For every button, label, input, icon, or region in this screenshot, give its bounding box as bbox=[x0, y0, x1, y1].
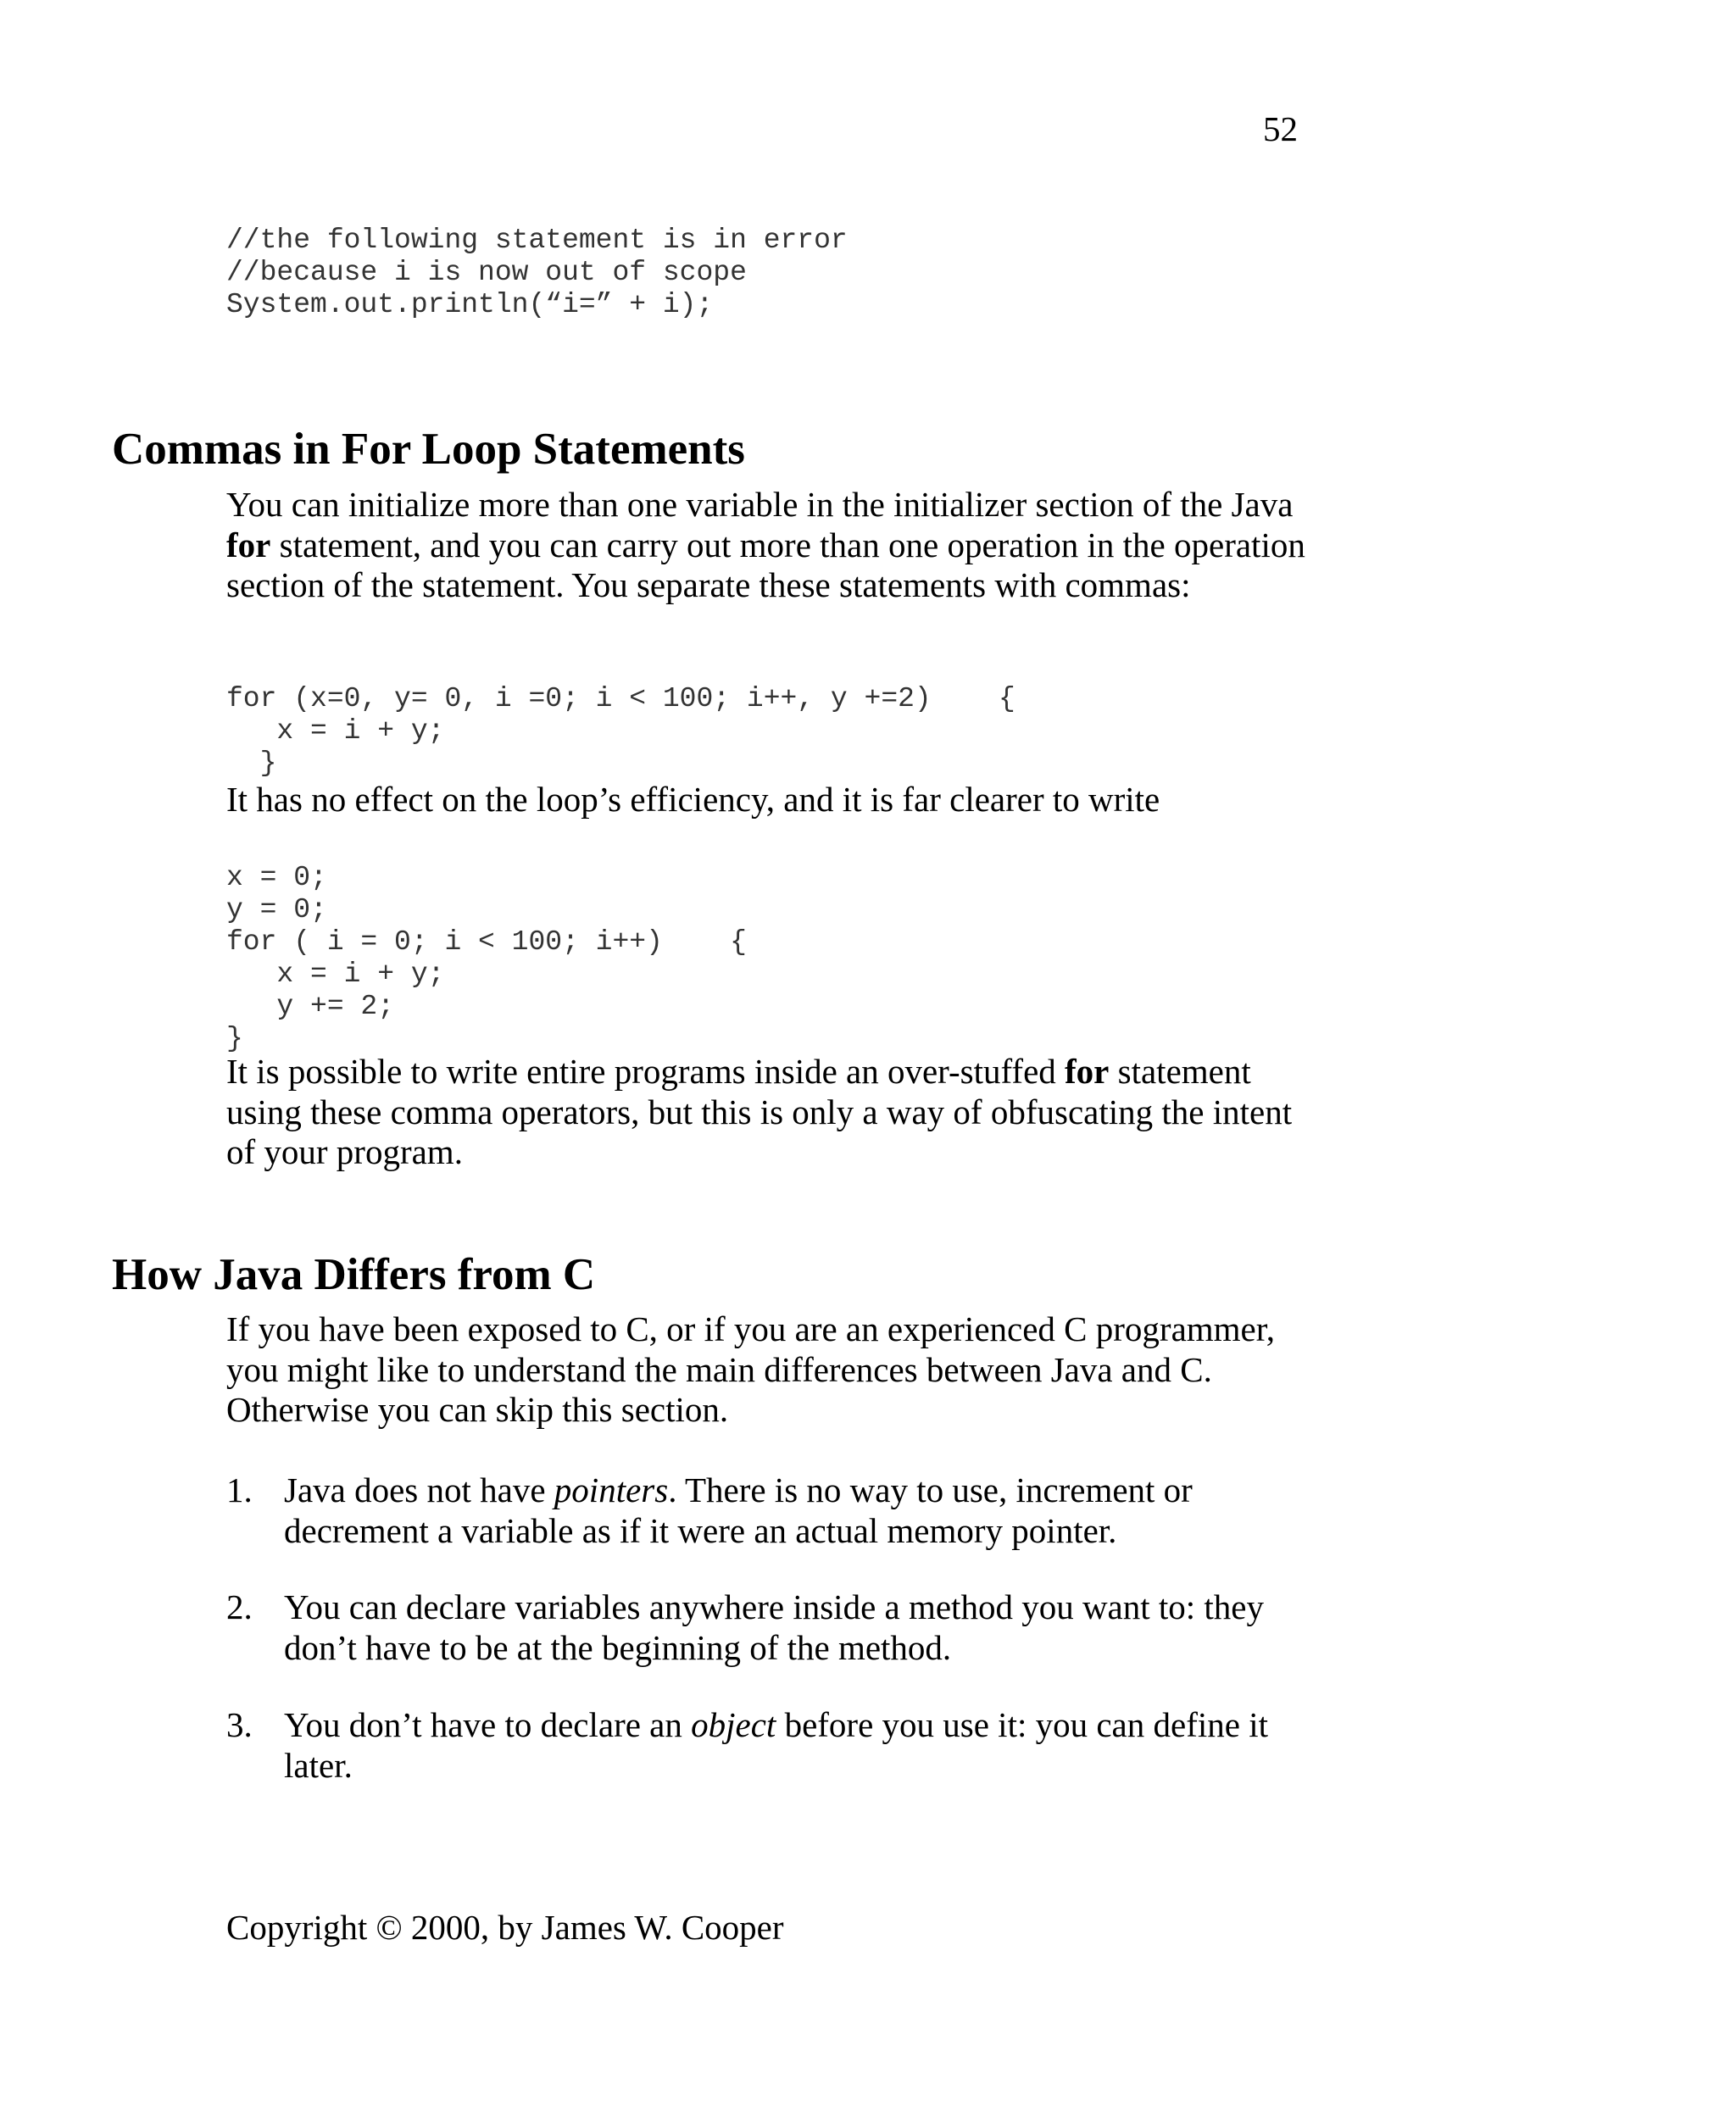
text-run: You don’t have to declare an bbox=[284, 1705, 692, 1744]
list-item-text bbox=[284, 1470, 1328, 1551]
code-block-comma-for-loop: for (x=0, y= 0, i =0; i < 100; i++, y +=2) { x = i + y; } bbox=[226, 683, 1015, 779]
paragraph-commas-intro bbox=[226, 485, 1328, 606]
text-run: Java does not have bbox=[284, 1470, 554, 1509]
text-run: It is possible to write entire programs inside an over-stuffed bbox=[226, 1052, 1066, 1091]
emphasis-object: object bbox=[691, 1705, 776, 1744]
code-block-scope-error: //the following statement is in error //because i is now out of scope System.out.println(“i=” + i); bbox=[226, 225, 848, 320]
paragraph-java-vs-c-intro: If you have been exposed to C, or if you are an experienced C programmer, you might like to understand the main differences between Java and C. Otherwise you can skip this section. bbox=[226, 1309, 1276, 1429]
keyword-for: for bbox=[1065, 1052, 1110, 1091]
list-item-text: You can declare variables anywhere inside a method you want to: they don’t have to be at the beginning of the method. bbox=[284, 1587, 1265, 1667]
keyword-for: for bbox=[226, 525, 271, 564]
paragraph-obfuscating bbox=[226, 1052, 1328, 1173]
section-heading-java-vs-c: How Java Differs from C bbox=[112, 1250, 596, 1299]
list-item-number: 3. bbox=[226, 1705, 253, 1744]
text-run: statement using these comma operators, but this is only a way of obfuscating the intent of your program. bbox=[226, 1052, 1293, 1171]
text-run: . There is no way to use, increment or decrement a variable as if it were an actual memory pointer. bbox=[284, 1470, 1193, 1550]
code-block-clear-for-loop: x = 0; y = 0; for ( i = 0; i < 100; i++) { x = i + y; y += 2; } bbox=[226, 862, 747, 1054]
page-number: 52 bbox=[1263, 109, 1298, 148]
paragraph-efficiency: It has no effect on the loop’s efficiency, and it is far clearer to write bbox=[226, 780, 1160, 819]
list-item-number: 2. bbox=[226, 1587, 253, 1626]
text-run: statement, and you can carry out more than one operation in the operation section of the statement. You separate these statements with commas: bbox=[226, 525, 1305, 604]
section-heading-commas: Commas in For Loop Statements bbox=[112, 425, 745, 474]
list-item-text bbox=[284, 1705, 1328, 1786]
footer-copyright: Copyright © 2000, by James W. Cooper bbox=[226, 1908, 784, 1947]
list-item-number: 1. bbox=[226, 1470, 253, 1509]
emphasis-pointers: pointers bbox=[554, 1470, 669, 1509]
text-run: before you use it: you can define it later. bbox=[284, 1705, 1268, 1785]
text-run: You can initialize more than one variable in the initializer section of the Java bbox=[226, 485, 1294, 524]
